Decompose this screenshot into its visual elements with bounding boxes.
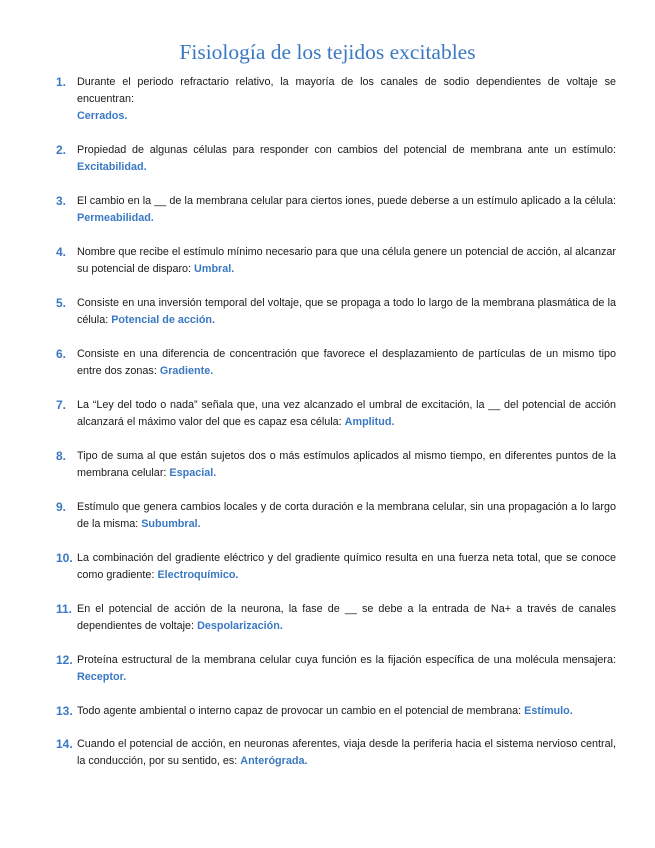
question-text-block xyxy=(77,550,616,584)
question-text: Proteína estructural de la membrana celular cuya función es la fijación específica de una molécula mensajera: xyxy=(77,654,616,666)
question-text-block xyxy=(77,74,616,125)
question-text-block xyxy=(77,448,616,482)
question-number: 3. xyxy=(56,194,67,208)
question-text-block xyxy=(77,244,616,278)
question-number: 1. xyxy=(56,75,67,89)
question-text: Todo agente ambiental o interno capaz de provocar un cambio en el potencial de membrana: xyxy=(77,705,522,717)
question-text-block xyxy=(77,295,616,329)
page-title: Fisiología de los tejidos excitables xyxy=(179,40,476,64)
answer-text: Amplitud. xyxy=(344,416,395,428)
question-number: 13. xyxy=(56,704,73,718)
question-number: 10. xyxy=(56,551,73,565)
answer-text: Potencial de acción. xyxy=(111,314,216,326)
question-text: Propiedad de algunas células para responder con cambios del potencial de membrana ante un estímulo: xyxy=(77,144,616,156)
question-number: 14. xyxy=(56,737,73,751)
question-text: Cuando el potencial de acción, en neuronas aferentes, viaja desde la periferia hacia el sistema nervioso central, la conducción, por su sentido, es: xyxy=(77,738,616,767)
answer-text: Despolarización. xyxy=(197,620,283,632)
question-text: Tipo de suma al que están sujetos dos o más estímulos aplicados al mismo tiempo, en diferentes puntos de la membrana celular: xyxy=(77,450,616,479)
question-number: 8. xyxy=(56,449,67,463)
question-text: Consiste en una diferencia de concentración que favorece el desplazamiento de partículas de un mismo tipo entre dos zonas: xyxy=(77,348,616,377)
answer-text: Excitabilidad. xyxy=(77,161,147,173)
answer-text: Receptor. xyxy=(77,671,127,683)
answer-text: Subumbral. xyxy=(141,518,201,530)
question-text-block xyxy=(77,736,616,770)
question-text-block xyxy=(77,397,616,431)
answer-text: Electroquímico. xyxy=(157,569,239,581)
answer-text: Estímulo. xyxy=(524,705,573,717)
question-text: Nombre que recibe el estímulo mínimo necesario para que una célula genere un potencial de acción, al alcanzar su potencial de disparo: xyxy=(77,246,616,275)
question-number: 11. xyxy=(56,602,73,616)
question-number: 9. xyxy=(56,500,67,514)
question-text: Estímulo que genera cambios locales y de corta duración e la membrana celular, sin una propagación a lo largo de la misma: xyxy=(77,501,616,530)
question-text-block xyxy=(77,142,616,176)
answer-text: Anterógrada. xyxy=(240,755,308,767)
question-text: Consiste en una inversión temporal del voltaje, que se propaga a todo lo largo de la membrana plasmática de la célula: xyxy=(77,297,616,326)
answer-text: Permeabilidad. xyxy=(77,212,154,224)
question-text-block xyxy=(77,193,616,227)
question-text-block xyxy=(77,703,616,720)
question-text-block xyxy=(77,499,616,533)
question-number: 2. xyxy=(56,143,67,157)
question-text: El cambio en la __ de la membrana celular para ciertos iones, puede deberse a un estímulo aplicado a la célula: xyxy=(77,195,616,207)
question-text-block xyxy=(77,346,616,380)
question-number: 7. xyxy=(56,398,67,412)
question-text: La “Ley del todo o nada” señala que, una vez alcanzado el umbral de excitación, la __ del potencial de acción alcanzará el máximo valor del que es capaz esa célula: xyxy=(77,399,616,428)
answer-text: Cerrados. xyxy=(77,110,128,122)
question-number: 12. xyxy=(56,653,73,667)
question-text-block xyxy=(77,601,616,635)
question-text: En el potencial de acción de la neurona, la fase de __ se debe a la entrada de Na+ a través de canales dependientes de voltaje: xyxy=(77,603,616,632)
answer-text: Umbral. xyxy=(194,263,235,275)
question-number: 6. xyxy=(56,347,67,361)
answer-text: Gradiente. xyxy=(159,365,214,377)
question-text: Durante el periodo refractario relativo, la mayoría de los canales de sodio dependientes de voltaje se encuentran: xyxy=(77,76,616,105)
answer-text: Espacial. xyxy=(169,467,217,479)
question-number: 5. xyxy=(56,296,67,310)
question-number: 4. xyxy=(56,245,67,259)
question-text: La combinación del gradiente eléctrico y del gradiente químico resulta en una fuerza neta total, que se conoce como gradiente: xyxy=(77,552,616,581)
question-text-block xyxy=(77,652,616,686)
